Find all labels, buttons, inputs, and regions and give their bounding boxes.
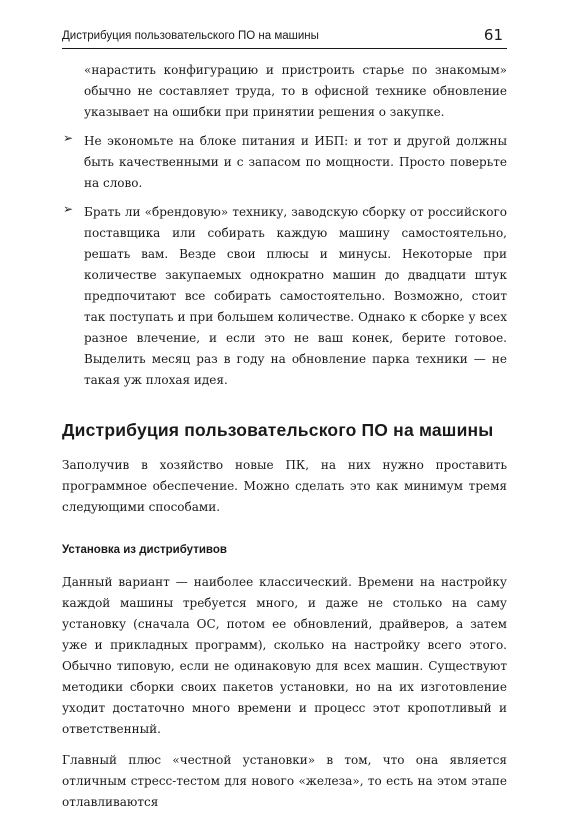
- subsection-heading: Установка из дистрибутивов: [62, 544, 227, 556]
- page-content: [62, 60, 507, 813]
- bullet-item: [62, 202, 507, 391]
- section-intro: Заполучив в хозяйство новые ПК, на них нужно проставить программное обеспечение. Можно сделать это как минимум тремя следующими способами.: [62, 458, 507, 514]
- running-header: [62, 26, 507, 49]
- bullet-text: Не экономьте на блоке питания и ИБП: и тот и другой должны быть качественными и с запасом по мощности. Просто поверьте на слово.: [84, 134, 507, 190]
- running-title: Дистрибуция пользовательского ПО на машины: [62, 30, 319, 42]
- body-paragraph: Главный плюс «честной установки» в том, что она является отличным стресс-тестом для нового «железа», то есть на этом этапе отлавливаются: [62, 753, 507, 809]
- bullet-item: [62, 131, 507, 194]
- arrow-bullet-icon: ➢: [63, 202, 74, 216]
- bullet-text: Брать ли «брендовую» технику, заводскую сборку от российского поставщика или собирать каждую машину самостоятельно, решать вам. Везде свои плюсы и минусы. Некоторые при количестве закупаемых однократно машин до двадцати штук предпочитают все собирать самостоятельно. Возможно, стоит так поступать и при большем количестве. Однако к сборке у всех разное влечение, и если это не ваш конек, берите готовое. Выделить месяц раз в году на обновление парка техники — не такая уж плохая идея.: [84, 205, 507, 387]
- page-number: 61: [483, 26, 503, 44]
- body-paragraph: Данный вариант — наиболее классический. Времени на настройку каждой машины требуется много, и даже не столько на саму установку (сначала ОС, потом ее обновлений, драйверов, а затем уже и прикладных программ), сколько на настройку всего этого. Обычно типовую, если не одинаковую для всех машин. Существуют методики сборки своих пакетов установки, но на их изготовление уходит достаточно много времени и процесс этот кропотливый и ответственный.: [62, 575, 507, 736]
- intro-continuation: «нарастить конфигурацию и пристроить старье по знакомым» обычно не составляет труда, то в офисной технике обновление указывает на ошибки при принятии решения о закупке.: [84, 63, 507, 119]
- arrow-bullet-icon: ➢: [63, 131, 74, 145]
- section-heading: Дистрибуция пользовательского ПО на машины: [62, 420, 494, 440]
